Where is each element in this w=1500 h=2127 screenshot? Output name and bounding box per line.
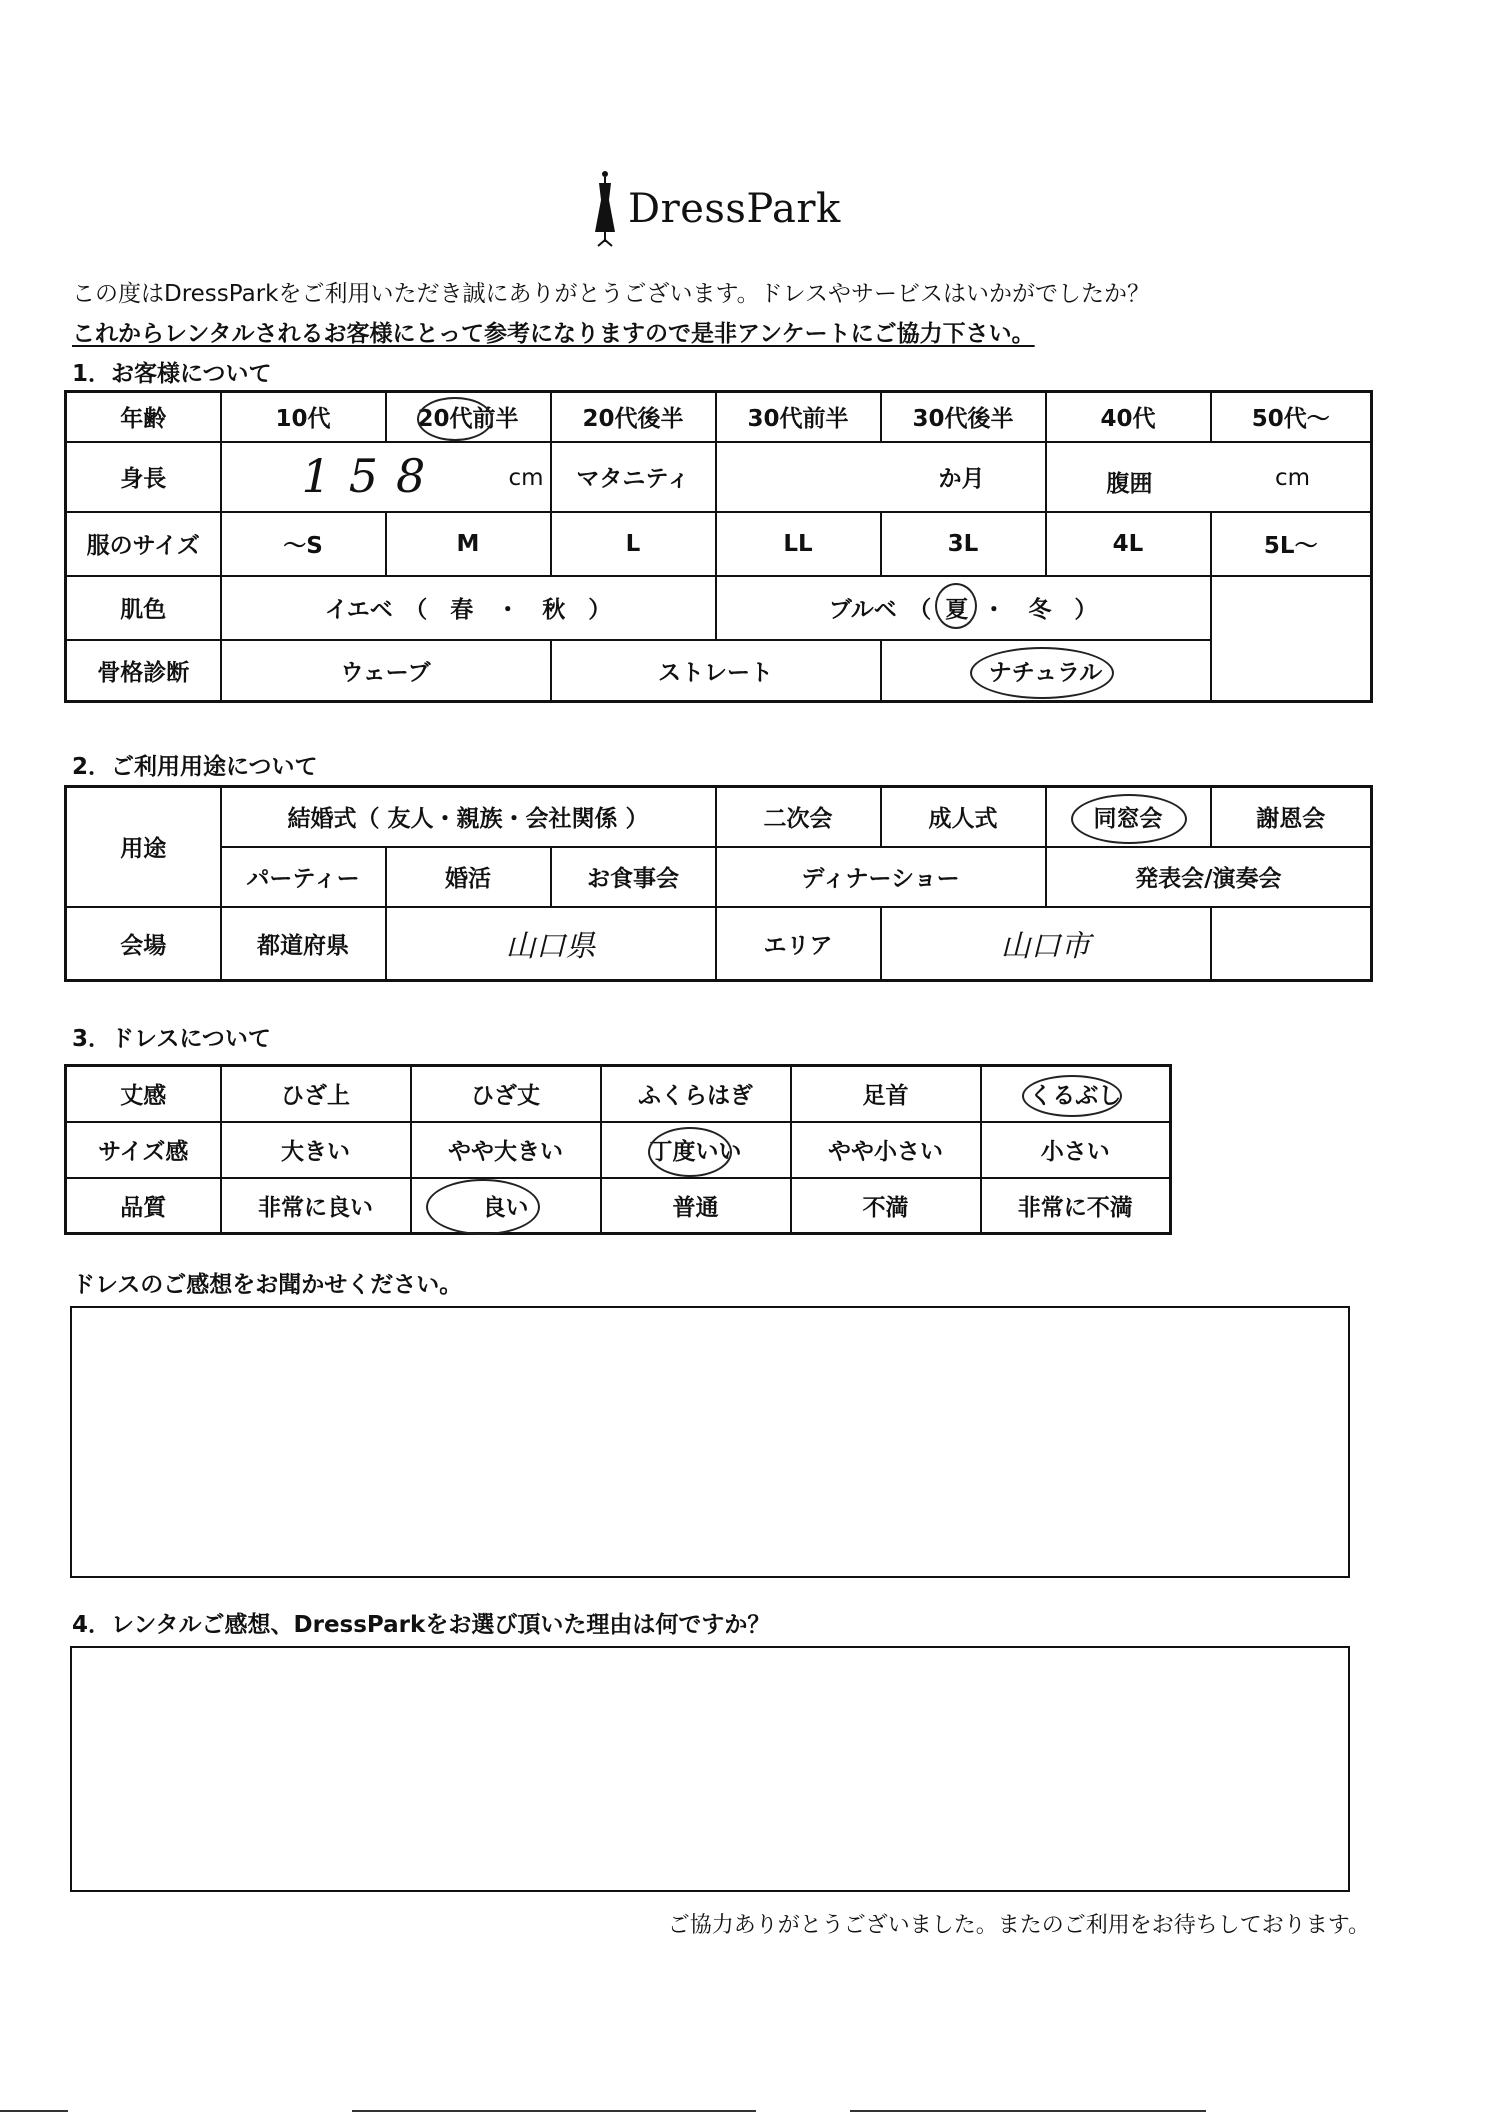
length-option-label: くるぶし [1029,1083,1122,1110]
frame-option-label: ナチュラル [988,659,1103,686]
purpose-row-1 [66,787,1372,847]
length-option[interactable]: ふくらはぎ [601,1066,791,1122]
purpose-option[interactable]: 婚活 [386,847,551,907]
quality-label: 品質 [66,1178,221,1234]
skin-summer-label: 夏 [945,597,969,623]
bottom-rule [0,2110,68,2112]
purpose-option[interactable]: ディナーショー [716,847,1046,907]
age-option[interactable]: 10代 [221,392,386,442]
purpose-option-label: 同窓会 [1093,806,1163,833]
fit-option[interactable]: やや小さい [791,1122,981,1178]
purpose-option[interactable]: 結婚式（ 友人・親族・会社関係 ） [221,787,716,847]
fit-option-label: 丁度いい [649,1139,742,1165]
fit-label: サイズ感 [66,1122,221,1178]
size-option[interactable]: 5L〜 [1211,512,1372,576]
age-option[interactable]: 30代前半 [716,392,881,442]
purpose-option[interactable]: 謝恩会 [1211,787,1372,847]
rental-reason-box[interactable] [70,1646,1350,1892]
bottom-rule [850,2110,1206,2112]
frame-option[interactable]: ストレート [551,640,881,702]
size-option[interactable]: 4L [1046,512,1211,576]
length-row [66,1066,1171,1122]
quality-option[interactable]: 非常に良い [221,1178,411,1234]
section-1-title: 1．お客様について [72,361,272,387]
height-label: 身長 [66,442,221,512]
prefecture-value: 山口県 [505,929,596,965]
quality-option-selected[interactable] [411,1178,601,1234]
purpose-row-2 [66,847,1372,907]
age-option[interactable]: 40代 [1046,392,1211,442]
purpose-option[interactable]: 二次会 [716,787,881,847]
skin-blue-option[interactable] [716,576,1211,640]
size-row [66,512,1372,576]
intro-line-2: これからレンタルされるお客様にとって参考になりますので是非アンケートにご協力下さい。 [72,321,1035,347]
age-option[interactable]: 30代後半 [881,392,1046,442]
fit-option[interactable]: 小さい [981,1122,1171,1178]
section-3-title: 3．ドレスについて [72,1026,271,1052]
purpose-option[interactable]: 成人式 [881,787,1046,847]
frame-option[interactable]: ウェーブ [221,640,551,702]
month-unit: か月 [938,466,985,492]
empty-cell [1211,640,1372,702]
prefecture-label: 都道府県 [221,907,386,981]
area-value: 山口市 [1000,929,1091,965]
venue-label: 会場 [66,907,221,981]
purpose-option[interactable]: お食事会 [551,847,716,907]
fit-option[interactable]: やや大きい [411,1122,601,1178]
waist-unit: cm [1274,464,1310,491]
maternity-label: マタニティ [551,442,716,512]
age-option[interactable]: 20代後半 [551,392,716,442]
logo-text: DressPark [628,186,841,232]
area-field[interactable] [881,907,1211,981]
skin-blue-suffix: ・ 冬 ） [982,597,1098,623]
size-option[interactable]: M [386,512,551,576]
size-option[interactable]: LL [716,512,881,576]
height-value: 158 [301,448,444,503]
age-option-selected[interactable] [386,392,551,442]
age-option-label: 20代前半 [417,406,519,433]
section-2-title: 2．ご利用用途について [72,754,318,780]
frame-label: 骨格診断 [66,640,221,702]
length-label: 丈感 [66,1066,221,1122]
quality-option[interactable]: 非常に不満 [981,1178,1171,1234]
frame-row [66,640,1372,702]
skin-summer-selected [939,591,974,624]
dress-impression-label: ドレスのご感想をお聞かせください。 [72,1272,463,1298]
dress-table [64,1064,1172,1235]
height-field[interactable] [221,442,551,512]
size-option[interactable]: 〜S [221,512,386,576]
section-4-title: 4．レンタルご感想、DressParkをお選び頂いた理由は何ですか？ [72,1612,771,1638]
frame-option-selected[interactable] [881,640,1211,702]
length-option[interactable]: ひざ丈 [411,1066,601,1122]
fit-option-selected[interactable] [601,1122,791,1178]
length-option[interactable]: 足首 [791,1066,981,1122]
quality-option[interactable]: 普通 [601,1178,791,1234]
skin-blue-prefix: ブルベ （ [828,597,932,623]
skin-yellow-option[interactable]: イエベ （ 春 ・ 秋 ） [221,576,716,640]
quality-row [66,1178,1171,1234]
height-unit: cm [508,464,544,491]
purpose-option-selected[interactable] [1046,787,1211,847]
fit-option[interactable]: 大きい [221,1122,411,1178]
purpose-option[interactable]: 発表会/演奏会 [1046,847,1372,907]
area-label: エリア [716,907,881,981]
length-option-selected[interactable] [981,1066,1171,1122]
size-option[interactable]: 3L [881,512,1046,576]
customer-table [64,390,1373,703]
maternity-months-field[interactable] [716,442,1046,512]
empty-cell [1211,576,1372,640]
waist-field[interactable] [1046,442,1372,512]
skin-row [66,576,1372,640]
height-row [66,442,1372,512]
quality-option-label: 良い [482,1194,529,1221]
fit-row [66,1122,1171,1178]
empty-cell [1211,907,1372,981]
size-option[interactable]: L [551,512,716,576]
quality-option[interactable]: 不満 [791,1178,981,1234]
logo [592,170,841,248]
venue-row [66,907,1372,981]
skin-label: 肌色 [66,576,221,640]
prefecture-field[interactable] [386,907,716,981]
dress-impression-box[interactable] [70,1306,1350,1578]
bottom-rule [352,2110,756,2112]
waist-label: 腹囲 [1106,470,1153,497]
purpose-label: 用途 [66,787,221,907]
footer-thanks: ご協力ありがとうございました。またのご利用をお待ちしております。 [667,1913,1370,1938]
length-option[interactable]: ひざ上 [221,1066,411,1122]
purpose-option[interactable]: パーティー [221,847,386,907]
usage-table [64,785,1373,982]
dress-icon [592,170,618,248]
age-row [66,392,1372,442]
age-option[interactable]: 50代〜 [1211,392,1372,442]
intro-line-1: この度はDressParkをご利用いただき誠にありがとうございます。ドレスやサービスはいかがでしたか？ [72,281,1150,307]
age-label: 年齢 [66,392,221,442]
size-label: 服のサイズ [66,512,221,576]
